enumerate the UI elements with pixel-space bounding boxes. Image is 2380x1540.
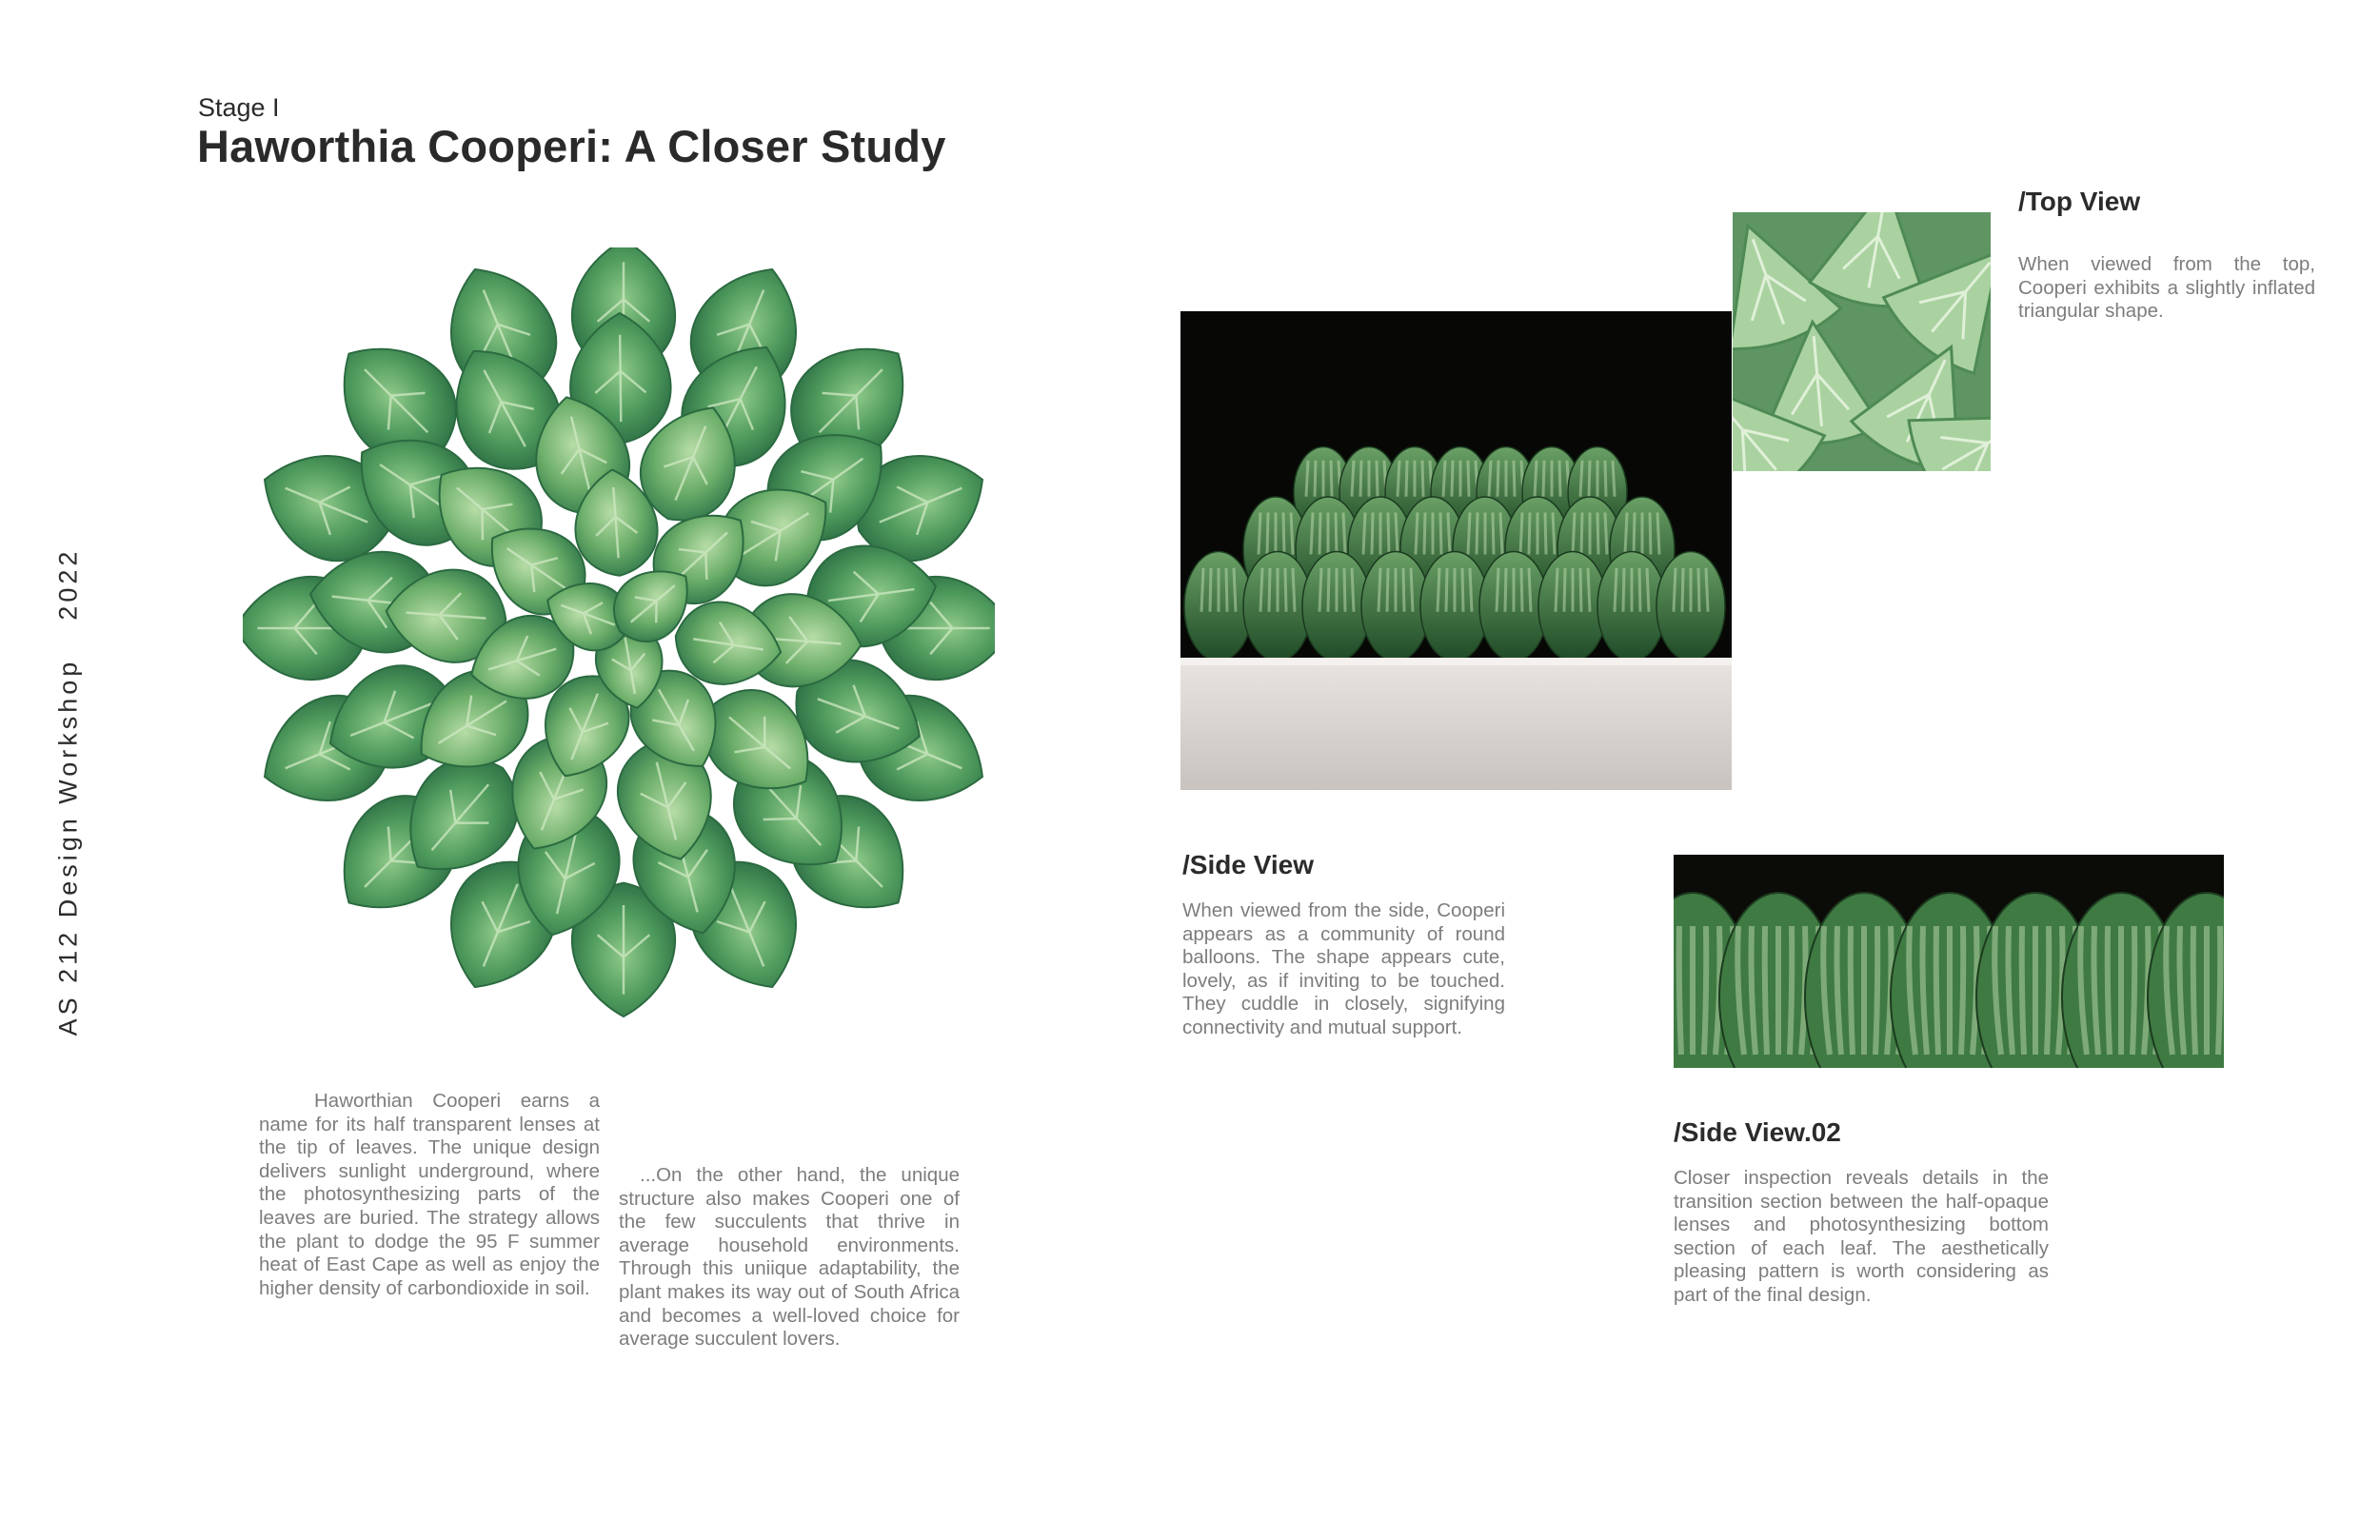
course-label: AS 212 Design Workshop — [53, 658, 83, 1037]
page-title: Haworthia Cooperi: A Closer Study — [197, 121, 946, 171]
side-view-photo — [1180, 311, 1732, 790]
year-label: 2022 — [53, 547, 83, 621]
stage-label: Stage I — [198, 93, 280, 122]
plant-top-view-illustration — [243, 247, 995, 1028]
top-view-heading: /Top View — [2018, 187, 2141, 216]
side-view-closeup-photo — [1674, 855, 2224, 1068]
side-view-description: When viewed from the side, Cooperi appears as a community of round balloons. The shape appears cute, lovely, as if inviting to be touched. They cuddle in closely, signifying connectivity and mutual support. — [1182, 899, 1505, 1038]
side-view-02-description: Closer inspection reveals details in the transition section between the half-opaque lenses and photosynthesizing bottom section of each leaf. The aesthetically pleasing pattern is worth considering as part of the final design. — [1674, 1167, 2049, 1306]
vertical-side-label — [54, 548, 84, 1037]
top-view-description: When viewed from the top, Cooperi exhibits a slightly inflated triangular shape. — [2018, 253, 2315, 323]
intro-column-1: Haworthian Cooperi earns a name for its half transparent lenses at the tip of leaves. The unique design delivers sunlight underground, where the photosynthesizing parts of the leaves are buried. The strategy allows the plant to dodge the 95 F summer heat of East Cape as well as enjoy the higher density of carbondioxide in soil. — [259, 1090, 600, 1299]
side-view-heading: /Side View — [1182, 850, 1314, 879]
intro-column-2: ...On the other hand, the unique structure also makes Cooperi one of the few succulents that thrive in average household environments. Through this uniique adaptability, the plant makes its way out of South Africa and becomes a well-loved choice for average succulent lovers. — [619, 1164, 960, 1351]
top-view-photo — [1733, 212, 1991, 471]
side-view-02-heading: /Side View.02 — [1674, 1117, 1841, 1147]
